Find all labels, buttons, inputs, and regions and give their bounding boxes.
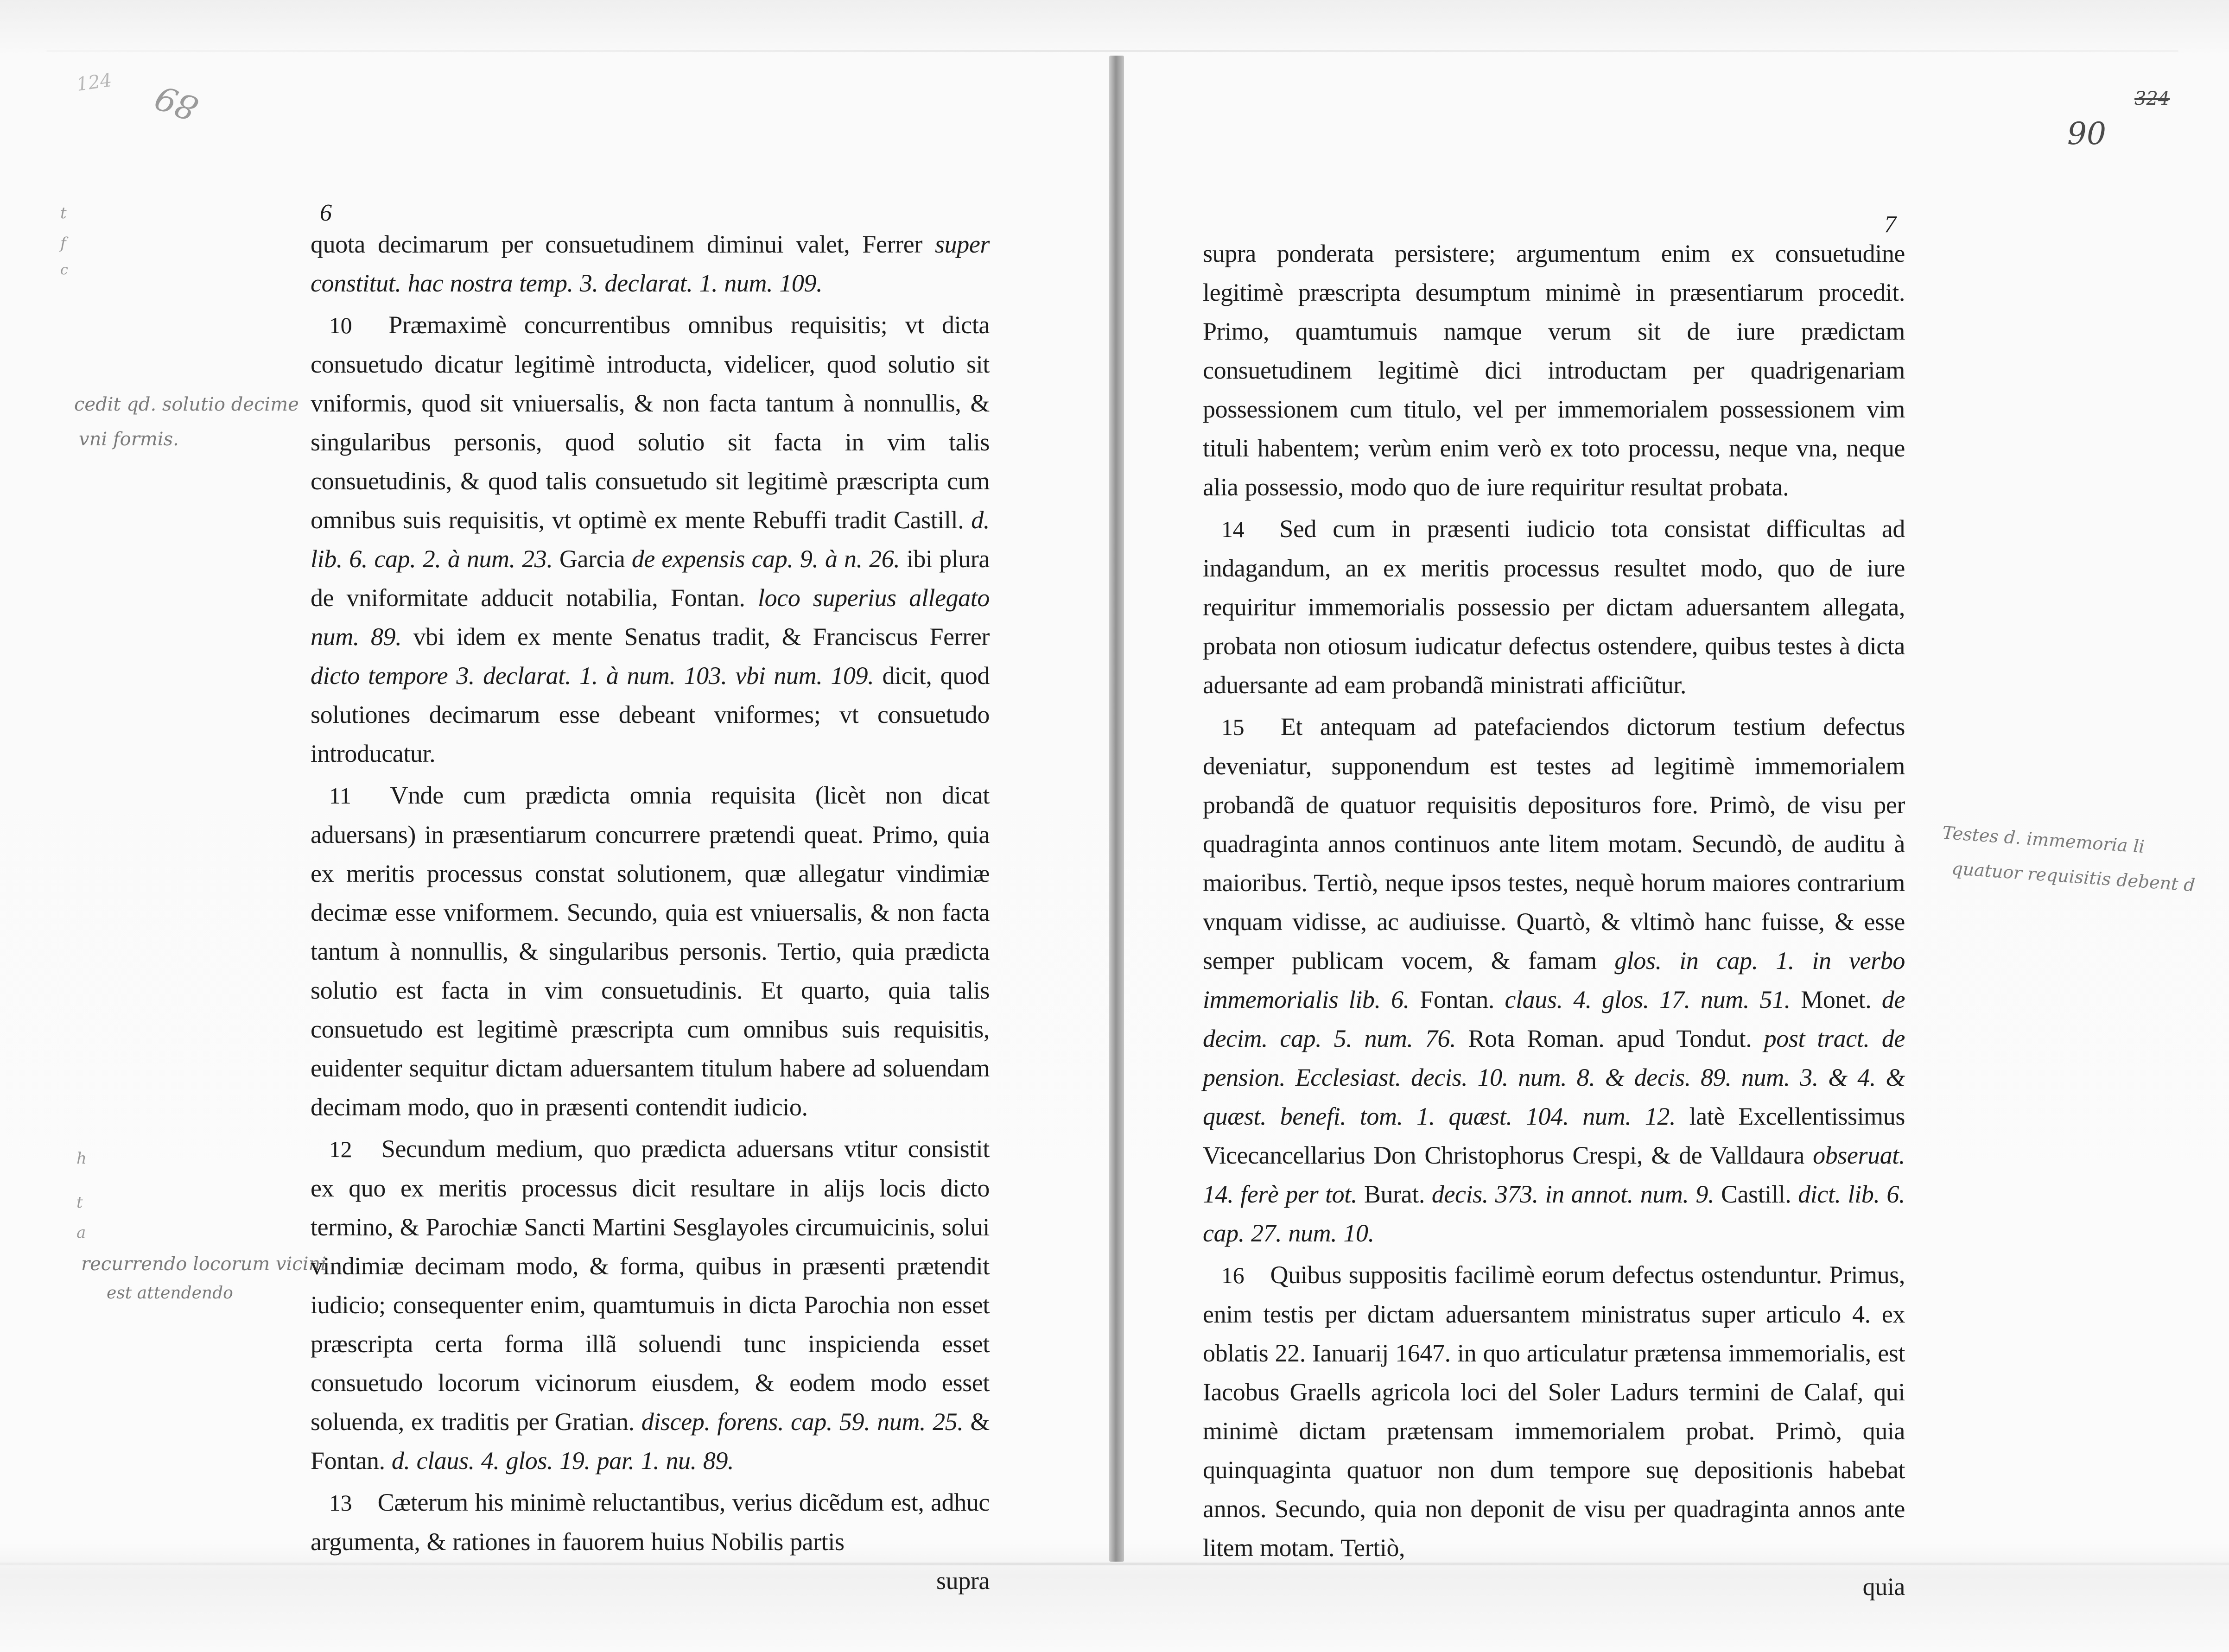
- citation: dict. lib. 6. cap. 27. num. 10.: [1203, 1180, 1905, 1247]
- citation: decis. 373. in annot. num. 9.: [1431, 1180, 1715, 1208]
- paragraph-11: 11 Vnde cum prædicta omnia requisita (licèt non dicat aduersans) in præsentiarum concurrere prætendi queat. Primo, quia ex meritis processus constat solutionem, quæ allegatur vindimiæ decimæ esse vniformem. Secundo, quia est vniuersalis, & non facta tantum à nonnullis, & singularibus personis. Tertio, quia prædicta solutio est facta in vim consuetudinis. Et quarto, quia talis consuetudo est legitimè præscripta cum omnibus suis requisitis, euidenter sequitur dictam aduersantem titulum habere ad soluendam decimam modo, quo in præsenti contendit iudicio.: [311, 776, 990, 1127]
- paragraph-continuation: quota decimarum per consuetudinem diminui valet, Ferrer super constitut. hac nostra temp. 3. declarat. 1. num. 109.: [311, 230, 990, 297]
- handwritten-faint-number: 124: [75, 69, 114, 96]
- citation: d. lib. 6. cap. 2. à num. 23.: [311, 506, 990, 573]
- paragraph-number: 13: [329, 1490, 352, 1516]
- paragraph-16: 16 Quibus suppositis facilimè eorum defectus ostenduntur. Primus, enim testis per dictam aduersantem ministratus super articulo 4. ex oblatis 22. Ianuarij 1647. in quo articulatur prætensa immemorialis, est Iacobus Graells agricola loci del Soler Ladurs termini de Calaf, qui minimè dictam prætensam immemorialem probat. Primò, quia quinquaginta quatuor non dum tempore suę depositionis habebat annos. Secundo, quia non deponit de visu per quadraginta annos ante litem motam. Tertiò, quia: [1203, 1255, 1905, 1606]
- citation: discep. forens. cap. 59. num. 25.: [641, 1408, 964, 1436]
- handwritten-struck-number: 324: [2134, 88, 2170, 109]
- printed-page-number: 7: [1884, 211, 1896, 238]
- paragraph-15: 15 Et antequam ad patefaciendos dictorum testium defectus deveniatur, supponendum est testes ad legitimè immemorialem probandã de quatuor requisitis deposituros fore. Primò, de visu per quadraginta annos continuos ante litem motam. Secundò, de auditu à maioribus. Tertiò, neque ipsos testes, nequè horum maiores contrarium vnquam vidisse, ac audiuisse. Quartò, & vltimò hanc fuisse, & esse semper publicam vocem, & famam glos. in cap. 1. in verbo immemorialis lib. 6. Fontan. claus. 4. glos. 17. num. 51. Monet. de decim. cap. 5. num. 76. Rota Roman. apud Tondut. post tract. de pension. Ecclesiast. decis. 10. num. 8. & decis. 89. num. 3. & 4. & quæst. benefi. tom. 1. quæst. 104. num. 12. latè Excellentissimus Vicecancellarius Don Christophorus Crespi, & de Valldaura obseruat. 14. ferè per tot. Burat. decis. 373. in annot. num. 9. Castill. dict. lib. 6. cap. 27. num. 10.: [1203, 707, 1905, 1253]
- citation: post tract. de pension. Ecclesiast. decis. 10. num. 8. & decis. 89. num. 3. & 4. & quæst. benefi. tom. 1. quæst. 104. num. 12.: [1203, 1025, 1905, 1130]
- paragraph-number: 11: [329, 783, 351, 809]
- paragraph-12: 12 Secundum medium, quo prædicta aduersans vtitur consistit ex quo ex meritis processus dicit resultare in alijs locis dicto termino, & Parochiæ Sancti Martini Sesglayoles circumuicinis, solui vindimiæ decimam modo, & forma, quibus in præsenti prætendit iudicio; consequenter enim, quamtumuis in dicta Parochia non esset præscripta certa forma illã soluendi tunc inspicienda esset consuetudo locorum vicinorum eiusdem, & eodem modo esset soluenda, ex traditis per Gratian. discep. forens. cap. 59. num. 25. & Fontan. d. claus. 4. glos. 19. par. 1. nu. 89.: [311, 1129, 990, 1480]
- margin-mark: h: [76, 1149, 87, 1168]
- right-page: [1124, 0, 2229, 1652]
- paragraph-continuation: supra ponderata persistere; argumentum enim ex consuetudine legitimè præscripta desumptum minimè in præsentiarum procedit. Primo, quamtumuis namque verum sit de iure prædictam consuetudinem legitimè dici introductam per quadrigenariam possessionem cum titulo, vel per immemorialem possessionem vim tituli habentem; verùm enim verò ex toto processu, neque vna, neque alia possessio, modo quo de iure requiritur resultat probata.: [1203, 240, 1905, 501]
- catchword: quia: [1862, 1573, 1905, 1601]
- citation: de expensis cap. 9. à n. 26.: [631, 545, 900, 573]
- citation: d. claus. 4. glos. 19. par. 1. nu. 89.: [391, 1447, 734, 1475]
- paragraph-number: 10: [329, 312, 352, 338]
- margin-mark: c: [60, 262, 68, 278]
- right-page-text: [1203, 234, 1905, 1606]
- citation: claus. 4. glos. 17. num. 51.: [1505, 986, 1791, 1013]
- margin-note: vni formis.: [79, 429, 179, 450]
- paragraph-number: 15: [1221, 714, 1245, 740]
- margin-note: est attendendo: [107, 1284, 233, 1303]
- citation: glos. in cap. 1. in verbo immemorialis lib. 6.: [1203, 947, 1905, 1013]
- citation: de decim. cap. 5. num. 76.: [1203, 986, 1905, 1052]
- left-page-text: [311, 225, 990, 1600]
- paragraph-13: 13 Cæterum his minimè reluctantibus, verius dicẽdum est, adhuc argumenta, & rationes in fauorem huius Nobilis partis supra: [311, 1483, 990, 1600]
- catchword: supra: [936, 1567, 990, 1595]
- handwritten-folio-left: 89: [150, 77, 203, 129]
- margin-mark: t: [60, 204, 67, 222]
- margin-mark: t: [76, 1193, 83, 1212]
- margin-note: recurrendo locorum vicini: [81, 1253, 327, 1275]
- margin-note: quatuor requisitis debent d: [1951, 858, 2196, 896]
- printed-page-number: 6: [320, 200, 332, 226]
- paragraph-number: 12: [329, 1136, 352, 1162]
- paragraph-number: 16: [1221, 1262, 1245, 1288]
- book-gutter: [1109, 56, 1124, 1562]
- left-page: [0, 0, 1109, 1652]
- margin-note: cedit qd. solutio decime: [74, 394, 299, 415]
- citation: super constitut. hac nostra temp. 3. declarat. 1. num. 109.: [311, 230, 990, 297]
- citation: loco superius allegato num. 89.: [311, 584, 990, 651]
- paragraph-10: 10 Præmaximè concurrentibus omnibus requisitis; vt dicta consuetudo dicatur legitimè introducta, videlicer, quod solutio sit vniformis, quod sit vniuersalis, & non facta tantum à nonnullis, & singularibus personis, quod solutio sit facta in vim talis consuetudinis, & quod talis consuetudo sit legitimè præscripta cum omnibus suis requisitis, vt optimè ex mente Rebuffi tradit Castill. d. lib. 6. cap. 2. à num. 23. Garcia de expensis cap. 9. à n. 26. ibi plura de vniformitate adducit notabilia, Fontan. loco superius allegato num. 89. vbi idem ex mente Senatus tradit, & Franciscus Ferrer dicto tempore 3. declarat. 1. à num. 103. vbi num. 109. dicit, quod solutiones decimarum esse debeant vniformes; vt consuetudo introducatur.: [311, 305, 990, 773]
- margin-mark: f: [60, 234, 66, 253]
- citation: dicto tempore 3. declarat. 1. à num. 103. vbi num. 109.: [311, 662, 874, 690]
- handwritten-folio-right: 90: [2067, 116, 2106, 152]
- citation: obseruat. 14. ferè per tot.: [1203, 1141, 1905, 1208]
- paragraph-14: 14 Sed cum in præsenti iudicio tota consistat difficultas ad indagandum, an ex meritis processus resultet modo, quo de iure requiritur immemorialis possessio per dictam aduersantem allegata, probata non otiosum iudicatur defectus ostendere, quibus testes à dicta aduersante ad eam probandã ministrati afficiũtur.: [1203, 509, 1905, 704]
- margin-note: Testes d. immemoria li: [1941, 822, 2146, 857]
- paragraph-number: 14: [1221, 516, 1245, 542]
- margin-mark: a: [76, 1223, 86, 1242]
